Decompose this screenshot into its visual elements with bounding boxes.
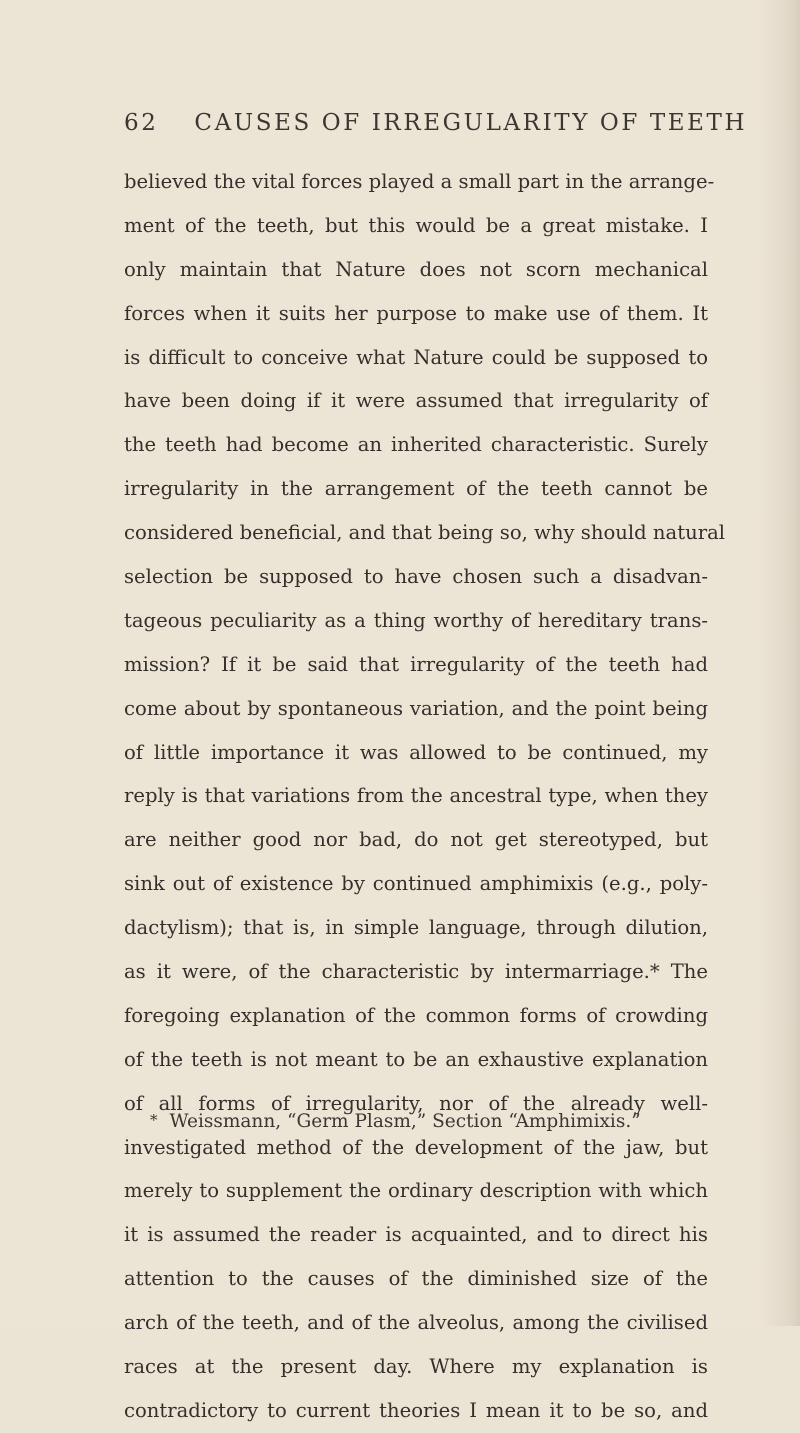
text-line: believed the vital forces played a small part in the arrange-: [124, 170, 715, 193]
page-header: [124, 110, 764, 150]
text-line: are neither good nor bad, do not get stereotyped, but: [124, 828, 708, 852]
text-line: dactylism); that is, in simple language, through dilution,: [124, 916, 708, 940]
text-line: of little importance it was allowed to be continued, my: [124, 740, 708, 764]
text-line: of the teeth is not meant to be an exhaustive explanation: [124, 1047, 708, 1071]
page-number: 62: [124, 110, 159, 136]
text-line: sink out of existence by continued amphimixis (e.g., poly-: [124, 872, 708, 896]
text-line: irregularity in the arrangement of the teeth cannot be: [124, 477, 708, 501]
text-line: reply is that variations from the ancestral type, when they: [124, 784, 708, 808]
text-line: forces when it suits her purpose to make use of them. It: [124, 301, 708, 325]
text-line: foregoing explanation of the common forms of crowding: [124, 1003, 708, 1027]
text-line: only maintain that Nature does not scorn mechanical: [124, 257, 708, 281]
text-line: mission? If it be said that irregularity of the teeth had: [124, 652, 708, 676]
running-title: CAUSES OF IRREGULARITY OF TEETH: [194, 110, 748, 136]
text-line: attention to the causes of the diminished size of the: [124, 1267, 708, 1291]
text-line: selection be supposed to have chosen such a disadvan-: [124, 565, 708, 589]
text-line: is difficult to conceive what Nature could be supposed to: [124, 345, 708, 369]
text-line: come about by spontaneous variation, and the point being: [124, 696, 708, 720]
text-line: races at the present day. Where my explanation is: [124, 1355, 708, 1379]
text-line: contradictory to current theories I mean it to be so, and: [124, 1398, 708, 1422]
body-paragraph: [124, 160, 726, 1433]
text-line: as it were, of the characteristic by intermarriage.* The: [124, 960, 708, 984]
text-line: investigated method of the development of the jaw, but: [124, 1135, 708, 1159]
text-line: the teeth had become an inherited characteristic. Surely: [124, 433, 708, 457]
text-line: it is assumed the reader is acquainted, and to direct his: [124, 1223, 708, 1247]
text-line: merely to supplement the ordinary description with which: [124, 1179, 708, 1203]
text-line: considered beneficial, and that being so, why should natural: [124, 521, 726, 545]
footnote-text: Weissmann, “Germ Plasm,” Section “Amphimixis.”: [169, 1111, 641, 1132]
footnote: [150, 1106, 710, 1136]
text-line: of all forms of irregularity, nor of the already well-: [124, 1091, 708, 1115]
text-line: tageous peculiarity as a thing worthy of hereditary trans-: [124, 608, 708, 632]
text-line: ment of the teeth, but this would be a great mistake. I: [124, 213, 708, 237]
text-line: have been doing if it were assumed that irregularity of: [124, 389, 708, 413]
text-line: arch of the teeth, and of the alveolus, among the civilised: [124, 1311, 708, 1335]
footnote-mark: *: [150, 1111, 158, 1129]
